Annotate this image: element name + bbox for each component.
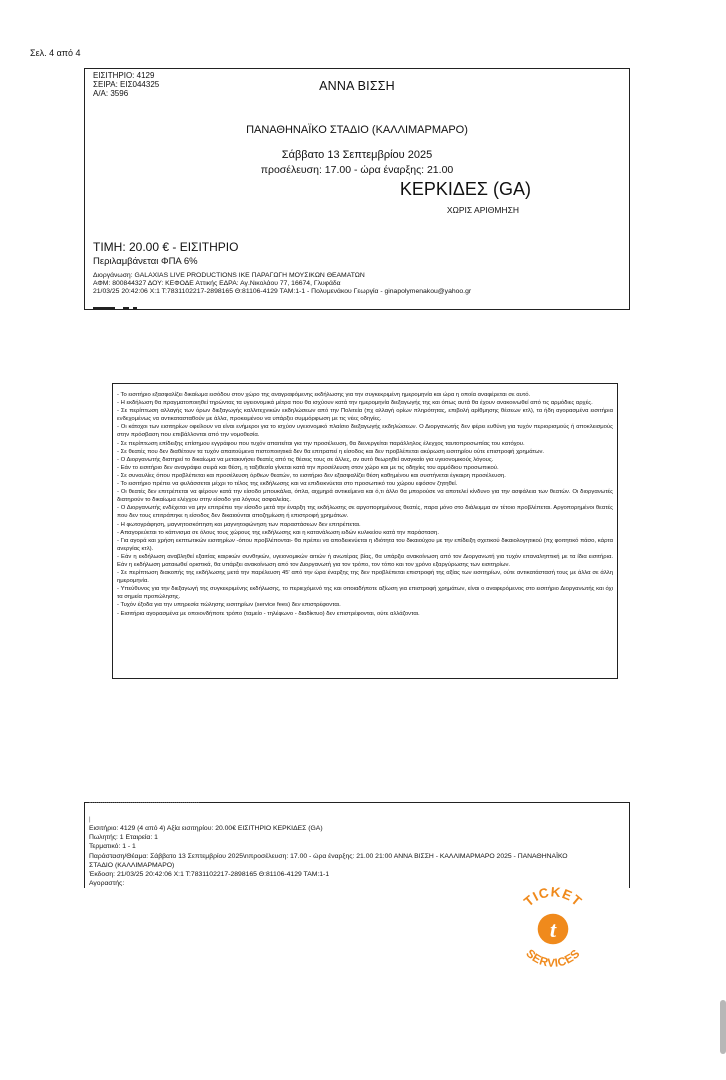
issue-line: 21/03/25 20:42:06 Χ:1 Τ:7831102217-2898165 Θ:81106-4129 ΤΑΜ:1-1 - Πολυμενάκου Γεωργία - ginapolymenakou@yahoo.gr bbox=[93, 288, 472, 295]
ticket-stub bbox=[84, 68, 630, 310]
term-item: - Σε περίπτωση αλλαγής των όρων διεξαγωγής καλλιτεχνικών εκδηλώσεων από την Πολιτεία (πχ αλλαγή ορίων πληρότητας, επιβολή αρίθμησης θέσεων κτλ), τα ήδη αγορασμένα εισιτήρια ενδεχομένως να αντικατασταθούν με άλλα, προκειμένου να υπάρξει συμμόρφωση με τις νέες οδηγίες. bbox=[117, 408, 613, 423]
scrollbar-thumb[interactable] bbox=[720, 1000, 726, 1054]
term-item: - Το εισιτήριο πρέπει να φυλάσσεται μέχρι το τέλος της εκδήλωσης και να επιδεικνύεται στο προσωπικό του χώρου εφόσον ζητηθεί. bbox=[117, 481, 458, 488]
term-item: - Εάν το εισιτήριο δεν αναγράφει σειρά και θέση, η ταξιθεσία γίνεται κατά την προσέλευση στον χώρο και με τις οδηγίες του αρμόδιου προσωπικού. bbox=[117, 464, 499, 471]
term-item: - Η φωτογράφηση, μαγνητοσκόπηση και μαγνητοφώνηση των παραστάσεων δεν επιτρέπεται. bbox=[117, 521, 361, 528]
seat-section: ΚΕΡΚΙΔΕΣ (GA) bbox=[399, 179, 531, 199]
receipt-line: Εισιτήριο: 4129 (4 από 4) Αξία εισιτηρίου: 20.00€ ΕΙΣΙΤΗΡΙΟ ΚΕΡΚΙΔΕΣ (GA) bbox=[89, 825, 323, 832]
logo-t-letter: t bbox=[549, 917, 557, 943]
term-item: - Οι θεατές δεν επιτρέπεται να φέρουν κατά την είσοδο μπουκάλια, όπλα, αιχμηρά αντικείμενα και ό,τι άλλο θα μπορούσε να αποτελεί κίνδυνο για την ασφάλεια των θεατών. Οι διοργανωτές διατηρούν το δικαίωμα ελέγχου στην είσοδο για λόγους ασφαλείας. bbox=[117, 489, 613, 504]
term-item: - Το εισιτήριο εξασφαλίζει δικαίωμα εισόδου στον χώρο της αναγραφόμενης εκδήλωσης για την συγκεκριμένη ημερομηνία και ώρα η οποία αναφέρεται σε αυτό. bbox=[117, 392, 531, 398]
term-item: - Σε περίπτωση επίδειξης επίσημου εγγράφου που τυχόν απαιτείται για την προσέλευση, θα διενεργείται παράλληλος έλεγχος ταυτοπροσωπίας του κατόχου. bbox=[117, 440, 525, 447]
artist-name: ΑΝΝΑ ΒΙΣΣΗ bbox=[319, 79, 395, 93]
term-item: - Οι κάτοχοι των εισιτηρίων οφείλουν να είναι ενήμεροι για το ισχύον υγειονομικό πλαίσιο διεξαγωγής εκδηλώσεων. Ο Διοργανωτής δεν φέρει ευθύνη για τυχόν περιορισμούς ή αποκλεισμούς στην πρόσβαση που επιβάλλονται από την νομοθεσία. bbox=[117, 424, 613, 439]
receipt-line: Αγοραστής: bbox=[89, 880, 125, 887]
cut-mark bbox=[133, 307, 137, 309]
page-label: Σελ. 4 από 4 bbox=[30, 48, 81, 58]
term-item: - Σε συναυλίες όπου προβλέπεται και προσέλευση όρθιων θεατών, το εισιτήριο δεν εξασφαλίζει θέση καθημένου και συστήνεται έγκαιρη προσέλευση. bbox=[117, 472, 506, 479]
ticket-price: ΤΙΜΗ: 20.00 € - ΕΙΣΙΤΗΡΙΟ bbox=[93, 240, 239, 254]
logo-bottom-text: SERVICES bbox=[523, 946, 583, 970]
receipt-cut-line bbox=[89, 802, 199, 806]
receipt-marker: | bbox=[89, 817, 91, 823]
event-times: προσέλευση: 17.00 - ώρα έναρξης: 21.00 bbox=[260, 164, 454, 176]
organizer-line: Διοργάνωση: GALAXIAS LIVE PRODUCTIONS ΙΚΕ ΠΑΡΑΓΩΓΗ ΜΟΥΣΙΚΩΝ ΘΕΑΜΑΤΩΝ bbox=[93, 272, 365, 279]
term-item: - Για αγορά και χρήση εκπτωτικών εισιτηρίων -όπου προβλέπονται- θα πρέπει να αποδεικνύεται η ιδιότητα του δικαιούχου με την επίδειξη σχετικού δικαιολογητικού (πχ φοιτητικό πάσο, κάρτα ανεργίας κτλ). bbox=[117, 537, 613, 552]
term-item: - Ο Διοργανωτής ενδέχεται να μην επιτρέπει την είσοδο μετά την έναρξη της εκδήλωσης σε αργοπορημένους θεατές, παρα μόνο στο διάλειμμα αν τέτοιο προβλέπεται. Αργοπορημένοι θεατές που δεν τους επιτράπηκε η είσοδος δεν δικαιούνται αποζημίωση ή επιστροφή χρημάτων. bbox=[117, 505, 613, 520]
venue-name: ΠΑΝΑΘΗΝΑΪΚΟ ΣΤΑΔΙΟ (ΚΑΛΛΙΜΑΡΜΑΡΟ) bbox=[246, 124, 468, 136]
logo-top-text: TICKET bbox=[521, 884, 585, 910]
event-date: Σάββατο 13 Σεπτεμβρίου 2025 bbox=[281, 149, 433, 161]
receipt-line: Έκδοση: 21/03/25 20:42:06 Χ:1 Τ:7831102217-2898165 Θ:81106-4129 ΤΑΜ:1-1 bbox=[89, 871, 330, 878]
seat-numbering: ΧΩΡΙΣ ΑΡΙΘΜΗΣΗ bbox=[446, 205, 519, 215]
cut-mark bbox=[123, 307, 129, 309]
term-item: - Εισιτήρια αγορασμένα με οποιονδήποτε τρόπο (ταμείο - τηλέφωνο - διαδίκτυο) δεν επιστρέφονται, ούτε αλλάζονται. bbox=[117, 610, 420, 617]
ticket-number: ΕΙΣΙΤΗΡΙΟ: 4129 bbox=[93, 71, 155, 80]
term-item: - Τυχόν έξοδα για την υπηρεσία πώλησης εισιτηρίων (service fees) δεν επιστρέφονται. bbox=[117, 602, 341, 609]
receipt-stub bbox=[84, 802, 630, 888]
terms-box bbox=[112, 383, 618, 679]
tax-info-line: ΑΦΜ: 800844327 ΔΟΥ: ΚΕΦΟΔΕ Αττικής ΕΔΡΑ: Αγ.Νικολάου 77, 16674, Γλυφάδα bbox=[93, 280, 341, 287]
term-item: - Σε θεατές που δεν διαθέτουν τα τυχόν απαιτούμενα πιστοποιητικά δεν θα επιτραπεί η είσοδος και δεν προβλέπεται ακύρωση εισιτηρίου ούτε επιστροφή χρημάτων. bbox=[117, 448, 545, 455]
ticket-serial: Α/Α: 3596 bbox=[93, 89, 129, 98]
vat-note: Περιλαμβάνεται ΦΠΑ 6% bbox=[93, 256, 198, 267]
cut-mark bbox=[93, 307, 115, 309]
ticket-services-logo bbox=[506, 884, 600, 974]
term-item: - Υπεύθυνος για την διεξαγωγή της συγκεκριμένης εκδήλωσης, το περιεχόμενό της και οποιαδήποτε αξίωση για επιστροφή χρημάτων, είναι ο αναφερόμενος στο εισιτήριο Διοργανωτής και όχι τα σημεία προπώλησης. bbox=[117, 586, 613, 601]
term-item: - Εάν η εκδήλωση αναβληθεί εξαιτίας καιρικών συνθηκών, υγειονομικών αιτιών ή ανωτέρας βίας, θα υπάρξει ανακοίνωση από τον Διοργανωτή για τυχόν επαναληπτική με τα ίδια εισιτήρια. Εάν η εκδήλωση ματαιωθεί οριστικά, θα υπάρξει ανακοίνωση από τον Διοργανωτή για τον τρόπο, τον τόπο και τον χρόνο εξαργύρωσης των εισιτηρίων. bbox=[117, 553, 613, 568]
receipt-line: ΣΤΑΔΙΟ (ΚΑΛΛΙΜΑΡΜΑΡΟ) bbox=[89, 862, 175, 869]
receipt-line: Παράσταση/Θέαμα: Σάββατο 13 Σεπτεμβρίου 2025\nπροσέλευση: 17.00 - ώρα έναρξης: 21.00 21:00 ΑΝΝΑ ΒΙΣΣΗ - ΚΑΛΛΙΜΑΡΜΑΡΟ 2025 - ΠΑΝΑΘΗΝΑΪΚΟ bbox=[89, 853, 568, 860]
term-item: - Ο Διοργανωτής διατηρεί το δικαίωμα να μετακινήσει θεατές από τις θέσεις τους σε άλλες, αν αυτό θεωρηθεί αναγκαίο για υγειονομικούς λόγους. bbox=[117, 456, 494, 463]
term-item: - Η εκδήλωση θα πραγματοποιηθεί τηρώντας τα υγειονομικά μέτρα που θα ισχύουν κατά την ημερομηνία διεξαγωγής της και όπως αυτά θα έχουν ανακοινωθεί από τις αρμόδιες αρχές. bbox=[117, 400, 593, 407]
ticket-series: ΣΕΙΡΑ: ΕΙΣ044325 bbox=[93, 80, 160, 89]
receipt-line: Πωλητής: 1 Εταιρεία: 1 bbox=[89, 834, 158, 841]
term-item: - Απαγορεύεται το κάπνισμα σε όλους τους χώρους της εκδήλωσης και η κατανάλωση ειδών κυλικείου κατά την παράσταση. bbox=[117, 529, 439, 536]
receipt-line: Τερματικό: 1 - 1 bbox=[89, 843, 136, 850]
term-item: - Σε περίπτωση διακοπής της εκδήλωσης μετά την παρέλευση 45' από την ώρα έναρξης της δεν προβλέπεται επιστροφή της αξίας των εισιτηρίων, ούτε αντικατάστασή τους με άλλα σε άλλη ημερομηνία. bbox=[117, 570, 613, 585]
